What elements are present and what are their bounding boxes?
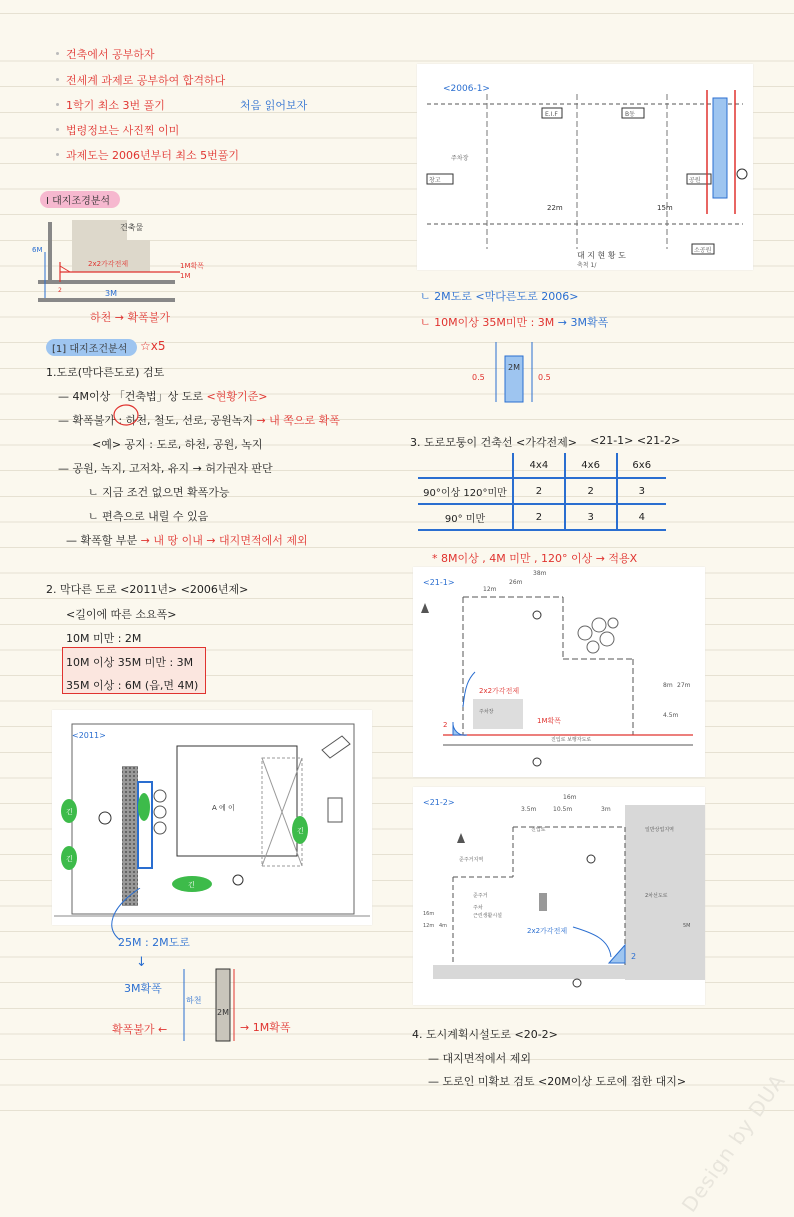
plan2011-onem: → 1M확폭 xyxy=(240,1021,291,1034)
diag1-side: 1M확폭 xyxy=(180,262,205,270)
table-cell: 3 xyxy=(617,478,667,504)
note-line: 건축에서 공부하자 xyxy=(66,48,155,61)
diag1-left: 6M xyxy=(32,246,43,254)
plan212-tag: <21-2> xyxy=(423,798,455,807)
table-cell: 2 xyxy=(513,478,565,504)
plan212-label: 준주거지역 xyxy=(459,857,484,863)
plan2006-label: 소공원 xyxy=(694,247,712,254)
section1-pill xyxy=(40,191,120,208)
circle-mark-icon xyxy=(113,403,139,427)
sec2-row2: 10M 이상 35M 미만 : 3M xyxy=(66,656,194,669)
diag1-caption: 하천 → 확폭불가 xyxy=(90,311,170,324)
plan211-bldg: 주차장 xyxy=(479,709,494,715)
green-label: 긴 xyxy=(297,827,304,835)
sec3-note: * 8M이상 , 4M 미만 , 120° 이상 → 적용X xyxy=(432,552,638,565)
plan2011-cut: 확폭불가 ← xyxy=(112,1023,168,1036)
site-plan-21-1 xyxy=(413,567,705,777)
line-park: — 공원, 녹지, 고저차, 유지 → 허가권자 판단 xyxy=(58,462,273,475)
diag1-small: 2 xyxy=(58,287,62,294)
sec2-sub: <길이에 따른 소요폭> xyxy=(66,608,177,621)
plan212-label: 12m xyxy=(423,923,435,929)
note-line: 법령정보는 사진찍 이미 xyxy=(66,124,180,137)
plan212-label: 준주거 xyxy=(473,893,488,899)
plan212-label: 16m xyxy=(423,911,435,917)
corner-table xyxy=(418,453,666,531)
plan212-label: 2차선도로 xyxy=(645,893,668,899)
plan2011-river: 하천 xyxy=(186,996,202,1005)
down-arrow: ↓ xyxy=(136,955,147,970)
line-4m: — 4M이상 「건축법」상 도로 <현황기준> xyxy=(58,390,268,403)
section2-pill xyxy=(46,339,137,356)
table-row xyxy=(418,478,666,504)
sec4-heading: 4. 도시계획시설도로 <20-2> xyxy=(412,1028,558,1041)
table-cell: 2 xyxy=(513,504,565,530)
plan212-mark: 2 xyxy=(631,952,637,961)
offset-right: 0.5 xyxy=(538,373,551,382)
section1-label: Ⅰ 대지조경분석 xyxy=(46,196,111,207)
plan212-dim: 16m xyxy=(563,794,577,801)
line-oneside: ㄴ 편측으로 내릴 수 있음 xyxy=(88,510,209,523)
line-condition: ㄴ 지금 조건 없으면 확폭가능 xyxy=(88,486,230,499)
table-header xyxy=(418,453,513,478)
note-line: 전세계 과제로 공부하여 합격하다 xyxy=(66,74,226,87)
note-line: 과제도는 2006년부터 최소 5번풀기 xyxy=(66,149,239,162)
right-line2: ㄴ 10M이상 35M미만 : 3M → 3M확폭 xyxy=(420,316,609,329)
plan2006-tag: <2006-1> xyxy=(443,84,490,94)
plan2006-label: E.I.F xyxy=(545,111,558,118)
line-no-widen: — 확폭불가 : 하천, 철도, 선로, 공원녹지 → 내 쪽으로 확폭 xyxy=(58,414,340,427)
plan211-dim: 26m xyxy=(509,579,523,586)
sec4-line2: — 도로인 미확보 검토 <20M이상 도로에 접한 대지> xyxy=(428,1075,687,1088)
road-mark: 2M xyxy=(508,363,520,372)
diag1-ground: 건축물 xyxy=(120,223,144,232)
plan2011-mid: A 에 이 xyxy=(212,804,235,812)
plan212-dim: 10.5m xyxy=(553,806,573,813)
plan212-dim: 3m xyxy=(601,806,611,813)
plan212-label: 주차 xyxy=(473,905,483,911)
sec1-heading: 1.도로(막다른도로) 검토 xyxy=(46,366,165,379)
line-part: — 확폭할 부분 → 내 땅 이내 → 대지면적에서 제외 xyxy=(66,534,308,547)
diag1-sub: 1M xyxy=(180,272,191,280)
plan212-label: 일반상업지역 xyxy=(645,827,674,833)
plan2006-label: B동 xyxy=(625,111,635,118)
diagram-road-widening xyxy=(30,212,220,324)
sec3-heading: 3. 도로모퉁이 건축선 <가각전제> xyxy=(410,436,577,449)
site-plan-2006 xyxy=(417,64,753,270)
table-cell: 90°이상 120°미만 xyxy=(418,478,513,504)
plan212-label: 근린생활시설 xyxy=(473,913,502,919)
table-cell: 4 xyxy=(617,504,667,530)
plan212-label: 5M xyxy=(683,923,691,929)
plan212-label: 진입로 xyxy=(531,827,546,833)
line-example: <예> 공지 : 도로, 하천, 공원, 녹지 xyxy=(92,438,263,451)
table-cell: 90° 미만 xyxy=(418,504,513,530)
note-line: 1학기 최소 3번 풀기 xyxy=(66,99,165,112)
green-label: 긴 xyxy=(66,855,73,863)
plan211-dim: 12m xyxy=(483,586,497,593)
sec4-line1: — 대지면적에서 제외 xyxy=(428,1052,532,1065)
sec2-row3: 35M 이상 : 6M (읍,면 4M) xyxy=(66,679,199,692)
section2-mark: ☆x5 xyxy=(140,339,166,353)
section2-label: [1] 대지조건분석 xyxy=(52,344,128,355)
plan211-extra: 1M확폭 xyxy=(537,717,562,725)
plan211-dim: 38m xyxy=(533,570,547,577)
plan2006-gate2: 15m xyxy=(657,204,673,212)
table-row xyxy=(418,504,666,530)
plan2006-label: 창고 xyxy=(429,177,441,184)
table-header: 6x6 xyxy=(617,453,667,478)
plan2006-label: 공원 xyxy=(689,177,701,184)
road-offset-diagram xyxy=(470,340,570,404)
note-side: 처음 읽어보자 xyxy=(240,99,308,112)
sec2-row1: 10M 미만 : 2M xyxy=(66,632,142,645)
road-section xyxy=(176,965,246,1045)
table-header: 4x4 xyxy=(513,453,565,478)
plan2006-scale: 축척 1/ xyxy=(577,262,597,269)
plan211-dim: 27m xyxy=(677,682,691,689)
sec3-tags: <21-1> <21-2> xyxy=(590,434,681,447)
green-label: 긴 xyxy=(66,808,73,816)
plan211-tag: <21-1> xyxy=(423,578,455,587)
plan211-road: 진입로 보행자도로 xyxy=(551,737,592,743)
plan212-label: 4m xyxy=(439,923,448,929)
plan2006-label: 주차장 xyxy=(451,155,469,162)
plan211-mark: 2 xyxy=(443,721,448,729)
table-cell: 2 xyxy=(565,478,617,504)
watermark: Design by DUA xyxy=(676,1069,790,1217)
plan2011-road: 3M확폭 xyxy=(124,982,162,995)
plan2006-footer: 대 지 현 황 도 xyxy=(577,251,626,260)
plan211-dim: 4.5m xyxy=(663,712,679,719)
offset-left: 0.5 xyxy=(472,373,485,382)
plan211-dim: 8m xyxy=(663,682,673,689)
plan212-corner: 2x2가각전제 xyxy=(527,927,568,935)
table-cell: 3 xyxy=(565,504,617,530)
table-header: 4x6 xyxy=(565,453,617,478)
plan211-corner: 2x2가각전제 xyxy=(479,687,520,695)
diag1-bottom: 3M xyxy=(105,289,117,298)
right-line1: ㄴ 2M도로 <막다른도로 2006> xyxy=(420,290,579,303)
plan212-dim: 3.5m xyxy=(521,806,537,813)
plan2011-twom: 2M xyxy=(217,1008,229,1017)
diag1-corner: 2x2가각전제 xyxy=(88,260,129,268)
plan2011-tag: <2011> xyxy=(72,731,106,740)
green-label: 긴 xyxy=(188,881,195,889)
sec2-heading: 2. 막다른 도로 <2011년> <2006년제> xyxy=(46,583,249,596)
plan2006-gate: 22m xyxy=(547,204,563,212)
site-plan-21-2 xyxy=(413,787,705,1005)
plan2011-bottom-note: 25M : 2M도로 xyxy=(118,936,190,949)
